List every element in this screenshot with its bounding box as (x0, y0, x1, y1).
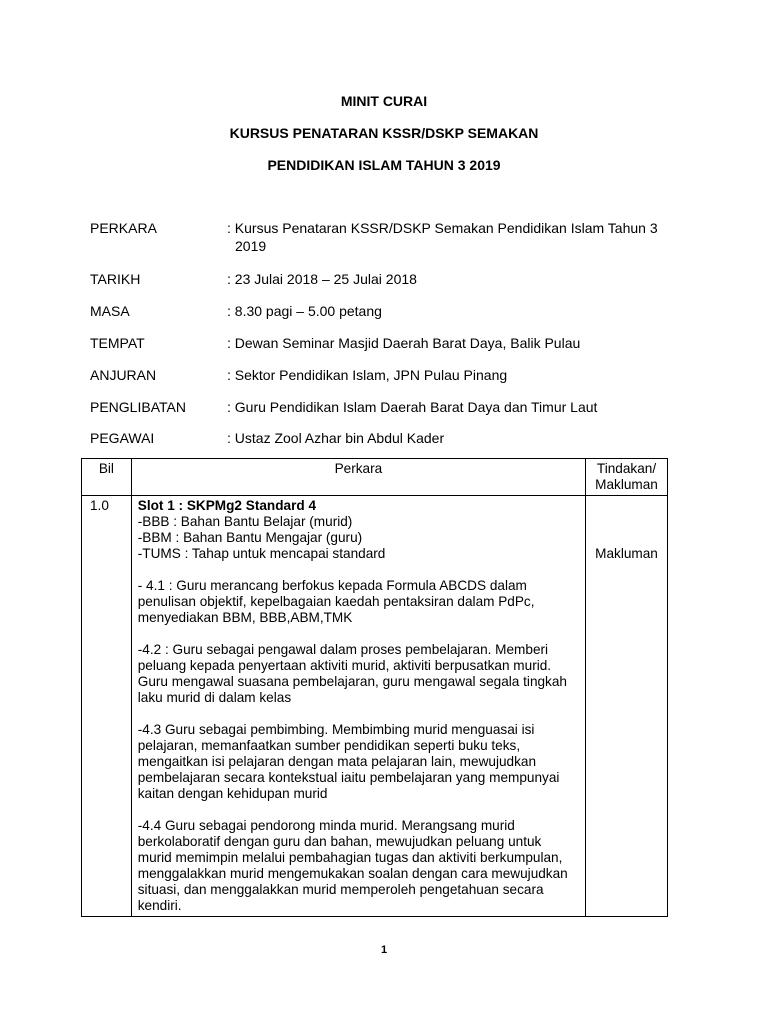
info-label: MASA (90, 303, 130, 319)
document-title: MINIT CURAI (340, 93, 428, 109)
column-header-bil: Bil (82, 459, 132, 496)
slot-heading: Slot 1 : SKPMg2 Standard 4 (137, 498, 317, 513)
column-header-tindakan: Tindakan/ Makluman (586, 459, 668, 496)
info-value: : 23 Julai 2018 – 25 Julai 2018 (227, 271, 417, 287)
info-label: PERKARA (90, 220, 157, 236)
info-value: : 8.30 pagi – 5.00 petang (227, 303, 382, 319)
abbreviation-list: -BBB : Bahan Bantu Belajar (murid) -BBM : Bahan Bantu Mengajar (guru) -TUMS : Tahap untuk mencapai standard (137, 514, 386, 561)
paragraph-4-1: - 4.1 : Guru merancang berfokus kepada Formula ABCDS dalam penulisan objektif, kepelbagaian kaedah pentaksiran dalam PdPc, menyediakan BBM, BBB,ABM,TMK (137, 578, 535, 625)
info-label: ANJURAN (90, 367, 157, 383)
info-value: : Kursus Penataran KSSR/DSKP Semakan Pendidikan Islam Tahun 3 2019 (227, 220, 658, 254)
info-value: : Dewan Seminar Masjid Daerah Barat Daya, Balik Pulau (227, 335, 581, 351)
paragraph-4-2: -4.2 : Guru sebagai pengawal dalam proses pembelajaran. Memberi peluang kepada penyertaan aktiviti murid, aktiviti berpusatkan murid. Guru mengawal suasana pembelajaran, guru mengawal segala tingkah laku murid di dalam kelas (137, 642, 567, 705)
minutes-table (81, 458, 668, 917)
info-value: : Guru Pendidikan Islam Daerah Barat Daya dan Timur Laut (227, 399, 598, 415)
table-header-row (82, 459, 668, 496)
course-title: KURSUS PENATARAN KSSR/DSKP SEMAKAN (229, 125, 539, 141)
info-label: TEMPAT (90, 335, 145, 351)
column-header-perkara: Perkara (131, 459, 585, 496)
info-label: TARIKH (90, 271, 141, 287)
info-value: : Ustaz Zool Azhar bin Abdul Kader (227, 430, 445, 446)
row-content (131, 496, 585, 917)
paragraph-4-3: -4.3 Guru sebagai pembimbing. Membimbing murid menguasai isi pelajaran, memanfaatkan sumber pendidikan seperti buku teks, mengaitkan isi pelajaran dengan mata pelajaran lain, mewujudkan pembelajaran secara kontekstual iaitu pembelajaran yang mempunyai kaitan dengan kehidupan murid (137, 722, 560, 801)
info-label: PEGAWAI (90, 430, 155, 446)
info-value: : Sektor Pendidikan Islam, JPN Pulau Pinang (227, 367, 508, 383)
table-row (82, 496, 668, 917)
row-number: 1.0 (82, 496, 132, 917)
info-label: PENGLIBATAN (90, 399, 186, 415)
paragraph-4-4: -4.4 Guru sebagai pendorong minda murid. Merangsang murid berkolaboratif dengan guru dan bahan, mewujudkan peluang untuk murid memimpin melalui pembahagian tugas dan aktiviti berkumpulan, menggalakkan murid mengemukakan soalan dengan cara mewujudkan situasi, dan menggalakkan murid memperoleh pengetahuan secara kendiri. (137, 818, 568, 913)
page-number: 1 (380, 944, 388, 956)
row-action: Makluman (586, 496, 668, 917)
course-subtitle: PENDIDIKAN ISLAM TAHUN 3 2019 (267, 157, 501, 173)
